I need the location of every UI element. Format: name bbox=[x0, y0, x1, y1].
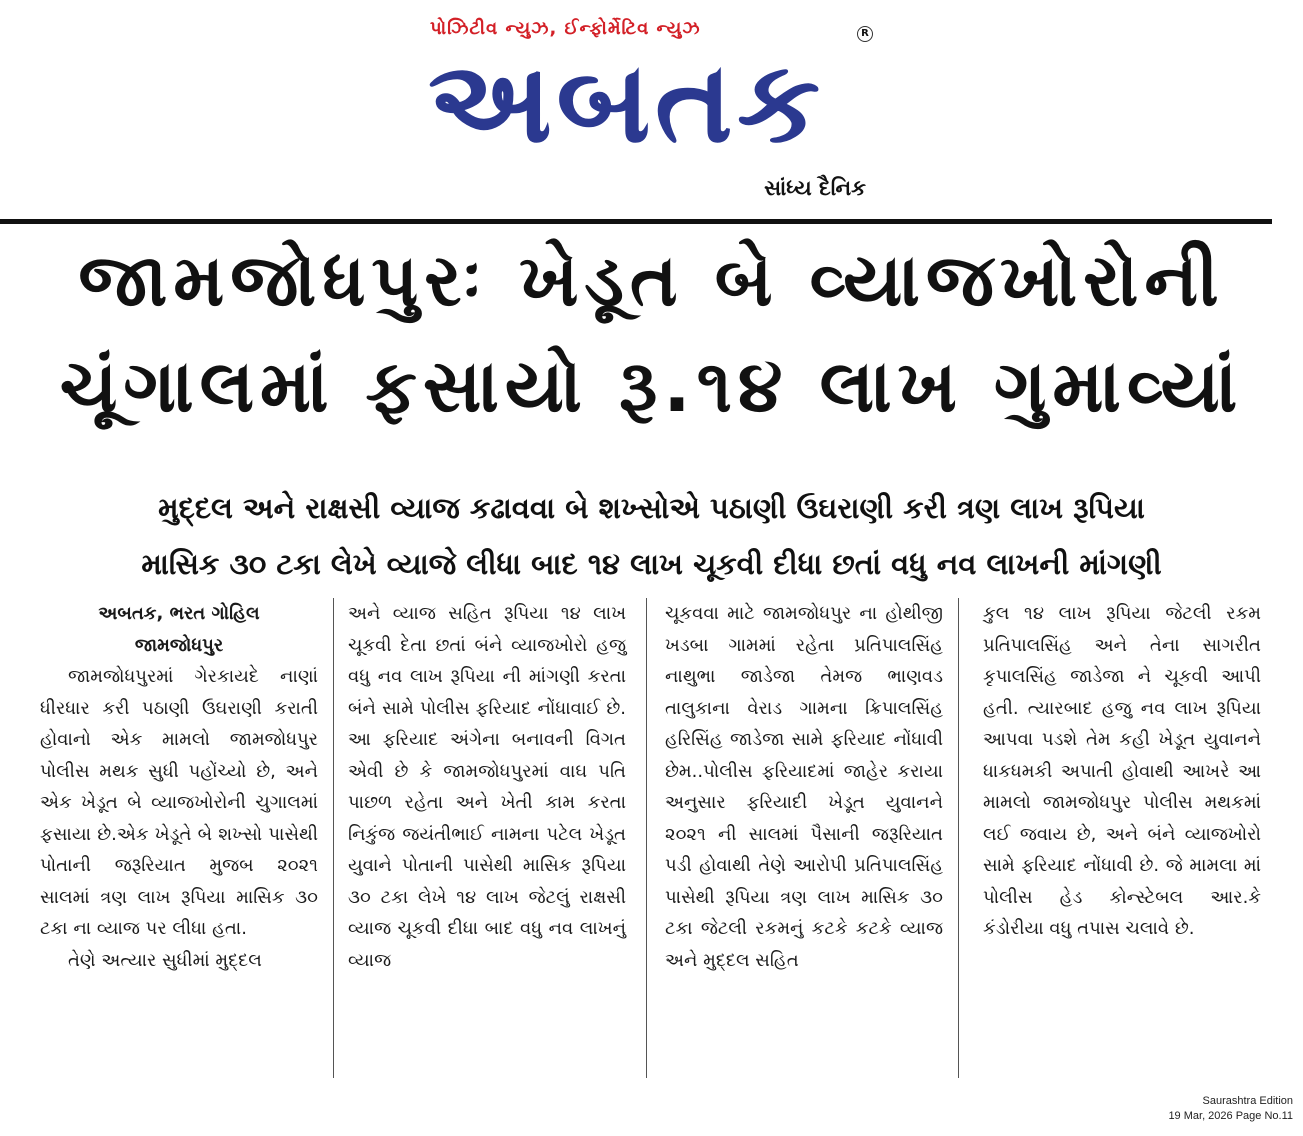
deck bbox=[0, 480, 1303, 592]
deck-line-2: માસિક ૩૦ ટકા લેખે વ્યાજે લીધા બાદ ૧૪ લાખ ચૂકવી દીધા છતાં વધુ નવ લાખની માંગણી bbox=[141, 547, 1162, 581]
article-column-4 bbox=[983, 598, 1261, 1088]
masthead-tagline: પોઝિટીવ ન્યુઝ, ઈન્ફોર્મેટિવ ન્યુઝ bbox=[430, 18, 701, 39]
masthead bbox=[0, 0, 1303, 215]
edition-name: Saurashtra Edition bbox=[1202, 1095, 1293, 1107]
article-column-2 bbox=[348, 598, 626, 1088]
registered-mark-icon: R bbox=[857, 26, 873, 42]
deck-line-1: મુદ્દલ અને રાક્ષસી વ્યાજ કઢાવવા બે શખ્સોએ પઠાણી ઉઘરાણી કરી ત્રણ લાખ રૂપિયા bbox=[158, 491, 1145, 525]
article-body bbox=[40, 598, 1285, 1088]
byline: અબતક, ભરત ગોહિલ bbox=[98, 603, 260, 624]
article-column-1 bbox=[40, 598, 318, 1088]
headline bbox=[0, 228, 1303, 440]
paragraph: તેણે અત્યાર સુધીમાં મુદ્દલ bbox=[68, 949, 262, 971]
dateline: જામજોધપુર bbox=[134, 634, 224, 656]
column-divider bbox=[646, 598, 647, 1078]
masthead-rule bbox=[0, 219, 1272, 224]
headline-line-2: ચૂંગાલમાં ફસાયો રૂ.૧૪ લાખ ગુમાવ્યાં bbox=[59, 344, 1244, 428]
headline-line-1: જામજોધપુરઃ ખેડૂત બે વ્યાજખોરોની bbox=[78, 238, 1225, 322]
edition-date-page: 19 Mar, 2026 Page No.11 bbox=[1168, 1110, 1293, 1122]
paragraph: ચૂકવવા માટે જામજોધપુર ના હોથીજી ખડબા ગામમાં રહેતા પ્રતિપાલસિંહ નાથુભા જાડેજા તેમજ ભાણવડ તાલુકાના વેરાડ ગામના ક્રિપાલસિંહ હરિસિંહ જાડેજા સામે ફરિયાદ નોંધાવી છેમ..પોલીસ ફરિયાદમાં જાહેર કરાયા અનુસાર ફરિયાદી ખેડૂત યુવાનને ૨૦૨૧ ની સાલમાં પૈસાની જરૂરિયાત પડી હોવાથી તેણે આરોપી પ્રતિપાલસિંહ પાસેથી રૂપિયા ત્રણ લાખ માસિક ૩૦ ટકા જેટલી રકમનું કટકે કટકે વ્યાજ અને મુદ્દલ સહિત bbox=[665, 603, 943, 971]
column-divider bbox=[333, 598, 334, 1078]
edition-info bbox=[1168, 1094, 1293, 1124]
masthead-subtitle: સાંધ્ય દૈનિક bbox=[764, 176, 866, 200]
newspaper-logo: અબતક bbox=[428, 38, 825, 168]
paragraph: કુલ ૧૪ લાખ રૂપિયા જેટલી રકમ પ્રતિપાલસિંહ અને તેના સાગરીત કૃપાલસિંહ જાડેજા ને ચૂકવી આપી હતી. ત્યારબાદ હજુ નવ લાખ રૂપિયા આપવા પડશે તેમ કહી ખેડૂત યુવાનને ધાકધમકી અપાતી હોવાથી આખરે આ મામલો જામજોધપુર પોલીસ મથકમાં લઈ જવાય છે, અને બંને વ્યાજખોરો સામે ફરિયાદ નોંધાવી છે. જે મામલા માં પોલીસ હેડ કોન્સ્ટેબલ આર.કે કંડોરીયા વધુ તપાસ ચલાવે છે. bbox=[983, 603, 1261, 939]
article-column-3 bbox=[665, 598, 943, 1088]
column-divider bbox=[958, 598, 959, 1078]
paragraph: અને વ્યાજ સહિત રૂપિયા ૧૪ લાખ ચૂકવી દેતા છતાં બંને વ્યાજખોરો હજુ વધુ નવ લાખ રૂપિયા ની માંગણી કરતા બંને સામે પોલીસ ફરિયાદ નોંધાવાઈ છે. આ ફરિયાદ અંગેના બનાવની વિગત એવી છે કે જામજોધપુરમાં વાઘ પતિ પાછળ રહેતા અને ખેતી કામ કરતા નિકુંજ જયંતીભાઈ નામના પટેલ ખેડૂત યુવાને પોતાની પાસેથી માસિક રૂપિયા ૩૦ ટકા લેખે ૧૪ લાખ જેટલું રાક્ષસી વ્યાજ ચૂકવી દીધા બાદ વધુ નવ લાખનું વ્યાજ bbox=[348, 603, 626, 971]
paragraph: જામજોધપુરમાં ગેરકાયદે નાણાં ધીરધાર કરી પઠાણી ઉઘરાણી કરાતી હોવાનો એક મામલો જામજોધપુર પોલીસ મથક સુધી પહોંચ્યો છે, અને એક ખેડૂત બે વ્યાજખોરોની ચુગાલમાં ફસાયા છે.એક ખેડૂતે બે શખ્સો પાસેથી પોતાની જરૂરિયાત મુજબ ૨૦૨૧ સાલમાં ત્રણ લાખ રૂપિયા માસિક ૩૦ ટકા ના વ્યાજ પર લીધા હતા. bbox=[40, 666, 318, 939]
